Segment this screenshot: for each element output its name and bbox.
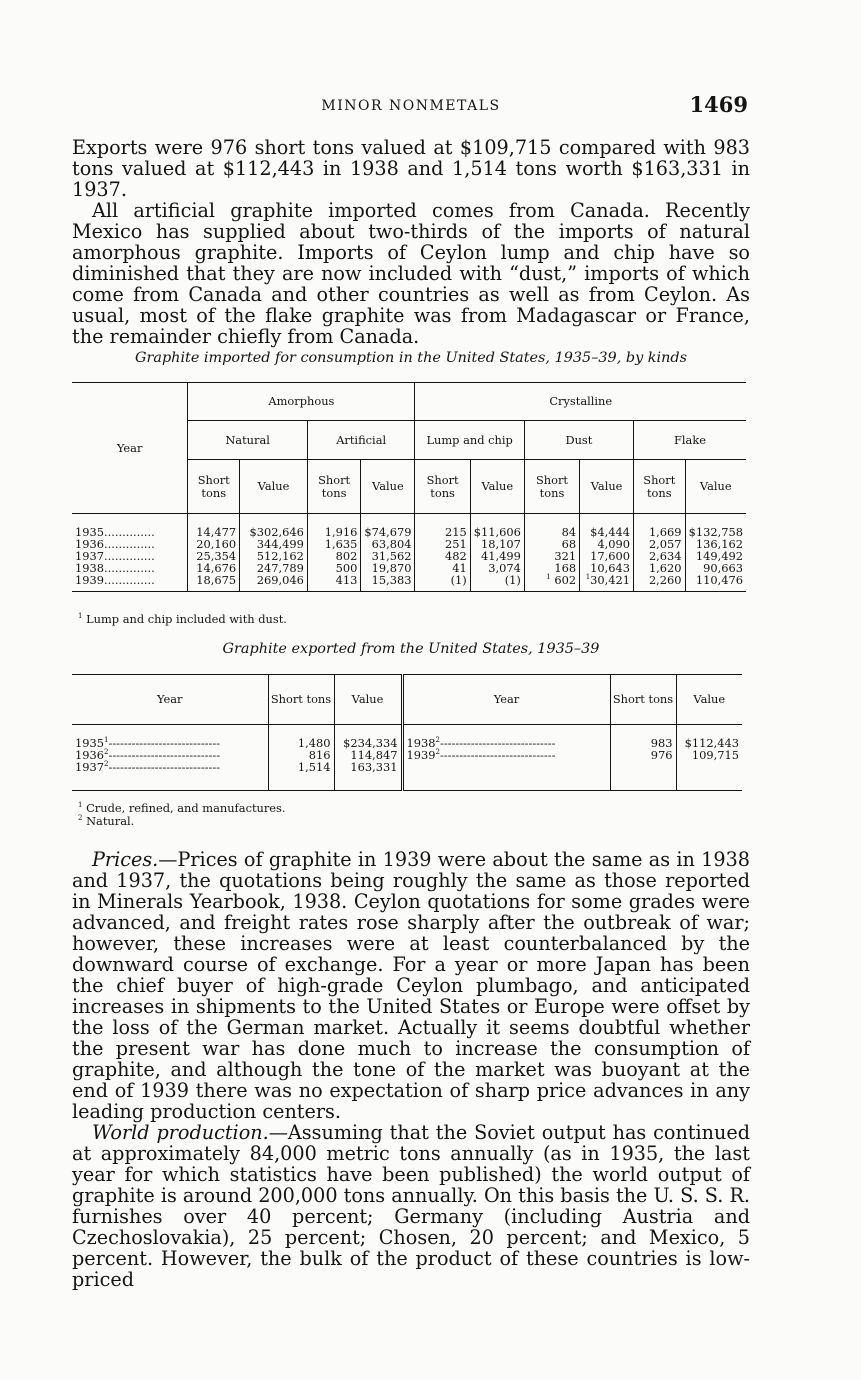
amorphous-header: Amorphous (188, 383, 415, 421)
table2-caption: Graphite exported from the United States, 1935–39 (222, 641, 600, 657)
exports-table (72, 674, 742, 791)
table-row: 1937$^2$----------------------------- 1,514 163,331 (72, 761, 742, 773)
value-header: Value (361, 460, 415, 514)
value-header: Value (685, 460, 746, 514)
year-header: Year (402, 675, 610, 725)
imports-paragraph: All artificial graphite imported comes from Canada. Recently Mexico has supplied about two-thirds of the imports of natural amorphous graphite. Imports of Ceylon lump and chip have so diminished that they are now included with “dust,” imports of which come from Canada and other countries as well as from Ceylon. As usual, most of the flake graphite was from Madagascar or France, the remainder chiefly from Canada. (72, 199, 750, 348)
year-header: Year (72, 675, 268, 725)
prices-paragraph: Prices.—Prices of graphite in 1939 were about the same as in 1938 and 1937, the quotations being roughly the same as those reported in Minerals Yearbook, 1938. Ceylon quotations for some grades were advanced, and freight rates rose sharply after the outbreak of war; however, these increases were at least counterbalanced by the downward course of exchange. For a year or more Japan has been the chief buyer of high-grade Ceylon plumbago, and anticipated increases in shipments to the United States or Europe were offset by the loss of the German market. Actually it seems doubtful whether the present war has done much to increase the consumption of graphite, and although the tone of the market was buoyant at the end of 1939 there was no expectation of sharp price advances in any leading production centers. (72, 848, 750, 1123)
prices-heading: Prices. (92, 848, 159, 871)
table1-footnote: $^1$ Lump and chip included with dust. (78, 612, 287, 626)
table2-footnote-2: $^2$ Natural. (78, 814, 135, 828)
flake-header: Flake (634, 421, 746, 460)
main-text (72, 849, 750, 1290)
short-tons-header: Short tons (188, 460, 240, 514)
dust-header: Dust (524, 421, 633, 460)
short-tons-header: Short tons (268, 675, 334, 725)
short-tons-header: Short tons (307, 460, 360, 514)
natural-header: Natural (188, 421, 308, 460)
short-tons-header: Short tons (415, 460, 470, 514)
artificial-header: Artificial (307, 421, 415, 460)
value-header: Value (334, 675, 402, 725)
table-row: 1935.............. 14,477 $302,646 1,916 $74,679 215 $11,606 84 $4,444 1,669 $132,758 (72, 526, 746, 538)
table-row: 1935$^1$----------------------------- 1,480 $234,334 1938$^2$------------------------------ 983 $112,443 (72, 737, 742, 749)
intro-text (72, 137, 750, 347)
exports-paragraph: Exports were 976 short tons valued at $109,715 compared with 983 tons valued at $112,443 in 1938 and 1,514 tons worth $163,331 in 1937. (72, 136, 750, 201)
table-row: 1938.............. 14,676 247,789 500 19,870 41 3,074 168 10,643 1,620 90,663 (72, 562, 746, 574)
imports-table (72, 382, 746, 592)
short-tons-header: Short tons (610, 675, 676, 725)
running-head: MINOR NONMETALS (321, 98, 501, 114)
short-tons-header: Short tons (524, 460, 579, 514)
page-number: 1469 (689, 92, 748, 117)
table1-caption: Graphite imported for consumption in the United States, 1935–39, by kinds (135, 350, 687, 366)
value-header: Value (470, 460, 524, 514)
world-production-paragraph: World production.—Assuming that the Soviet output has continued at approximately 84,000 metric tons annually (as in 1935, the last year for which statistics have been published) the world output of graphite is around 200,000 tons annually. On this basis the U. S. S. R. furnishes over 40 percent; Germany (including Austria and Czechoslovakia), 25 percent; Chosen, 20 percent; and Mexico, 5 percent. However, the bulk of the product of these countries is low-priced (72, 1121, 750, 1291)
value-header: Value (580, 460, 634, 514)
table2-footnote-1: $^1$ Crude, refined, and manufactures. (78, 801, 286, 815)
table-row: 1936.............. 20,160 344,499 1,635 63,804 251 18,107 68 4,090 2,057 136,162 (72, 538, 746, 550)
value-header: Value (240, 460, 308, 514)
page-header (72, 92, 750, 120)
table-row: 1937.............. 25,354 512,162 802 31,562 482 41,499 321 17,600 2,634 149,492 (72, 550, 746, 562)
world-production-heading: World production. (92, 1121, 269, 1144)
table-row: 1939.............. 18,675 269,046 413 15,383 (1) (1) $^1$ 602 $^1$30,421 2,260 110,476 (72, 574, 746, 586)
crystalline-header: Crystalline (415, 383, 746, 421)
lump-chip-header: Lump and chip (415, 421, 524, 460)
short-tons-header: Short tons (634, 460, 686, 514)
value-header: Value (676, 675, 742, 725)
table-row: 1936$^2$----------------------------- 816 114,847 1939$^2$------------------------------ 976 109,715 (72, 749, 742, 761)
year-header: Year (72, 383, 188, 514)
